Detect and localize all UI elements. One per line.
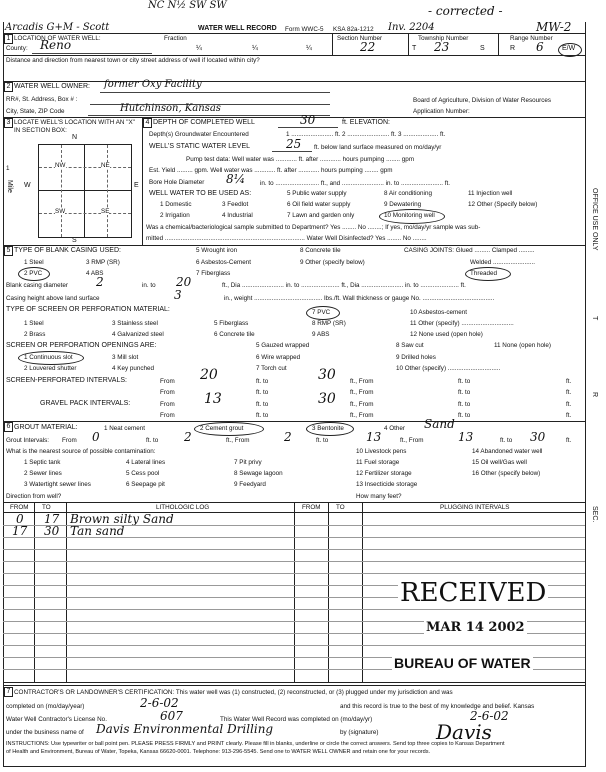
threaded-circle: [465, 267, 511, 281]
instructions-line-2: of Health and Environment, Bureau of Water, Topeka, Kansas 66620-0001. Telephone: 913-296-5545. Send one to WATER WELL OWNER and retain one for your records.: [6, 749, 431, 755]
section-box-dash: [61, 145, 62, 237]
screen-steel: 1 Steel: [24, 320, 44, 327]
log-row1-desc: Brown silty Sand: [70, 512, 174, 526]
township-prefix: T: [412, 45, 417, 52]
screen-stainless: 3 Stainless steel: [112, 320, 158, 327]
city-underline: [88, 115, 330, 116]
section-box: [38, 144, 132, 238]
completed-label: completed on (mo/day/year): [6, 703, 85, 710]
use-industrial: 4 Industrial: [222, 212, 253, 219]
bacterio-question-2: mitted ................................................................................ Water Well Disinfected? Yes ........ No ........: [146, 235, 427, 242]
bore-label: Bore Hole Diameter: [149, 179, 205, 186]
ft-elevation: ft. ELEVATION:: [342, 119, 390, 126]
opening-louvered: 2 Louvered shutter: [24, 365, 77, 372]
blank-to-value: 20: [176, 275, 192, 289]
static-value: 25: [286, 137, 302, 151]
opening-other: 10 Other (specify) ..............................: [396, 365, 501, 372]
gp-ft-to: ft. to: [458, 401, 471, 408]
completed-value: 2-6-02: [140, 696, 179, 710]
log-row2-to: 30: [44, 524, 60, 538]
opening-key: 4 Key punched: [112, 365, 155, 372]
blank-in-to: in. to: [142, 282, 156, 289]
rule: [3, 682, 585, 683]
opening-drilled: 9 Drilled holes: [396, 354, 436, 361]
frame-right: [585, 22, 586, 767]
opening-gauzed: 5 Gauzed wrapped: [256, 342, 310, 349]
section-number-7: 7: [4, 687, 13, 697]
city-value: Hutchinson, Kansas: [120, 103, 221, 114]
screen-galvanized: 4 Galvanized steel: [112, 331, 164, 338]
instructions-line-1: INSTRUCTIONS: Use typewriter or ball point pen. PLEASE PRESS FIRMLY and PRINT clearly. Please fill in blanks, underline or circle the correct answers. Send top three copies to Kansas Department: [6, 741, 505, 747]
interval2-from: ft., From: [226, 437, 250, 444]
rule: [294, 502, 295, 682]
screen-fiberglass: 5 Fiberglass: [214, 320, 249, 327]
casing-rmp: 3 RMP (SR): [86, 259, 120, 266]
log-col-from: FROM: [10, 504, 29, 511]
depth-value: 30: [300, 113, 316, 127]
owner-value: former Oxy Facility: [104, 79, 202, 90]
license-rest: This Water Well Record was completed on (mo/day/yr): [220, 716, 373, 723]
use-feedlot: 3 Feedlot: [222, 201, 249, 208]
rule: [3, 525, 585, 526]
rule: [3, 561, 585, 562]
county-underline: [32, 53, 152, 54]
use-oilfield: 6 Oil field water supply: [287, 201, 351, 208]
interval3-to: ft. to: [500, 437, 513, 444]
blank-dia-label: Blank casing diameter: [6, 282, 68, 289]
corrected-note: - corrected -: [428, 4, 503, 18]
use-air: 8 Air conditioning: [384, 190, 432, 197]
casing-concrete: 8 Concrete tile: [300, 247, 341, 254]
grout-label: GROUT MATERIAL:: [14, 424, 78, 431]
contam-fertilizer: 12 Fertilizer storage: [356, 470, 412, 477]
section-box-dash: [39, 213, 131, 214]
interval3-from: ft., From: [400, 437, 424, 444]
static-underline: [272, 151, 312, 152]
section-value: 22: [360, 40, 376, 54]
compass-e: E: [134, 182, 139, 189]
range-label: Range Number: [510, 35, 553, 42]
rule: [3, 645, 585, 646]
gp-ft-from: ft., From: [350, 401, 374, 408]
bore-value: 8¼: [226, 172, 246, 186]
section-number-5: 5: [4, 246, 13, 256]
spi-ft-from: ft., From: [350, 378, 374, 385]
quadrant-nw: NW: [55, 162, 66, 169]
use-lawn: 7 Lawn and garden only: [287, 212, 355, 219]
contam-feedyard: 9 Feedyard: [234, 481, 266, 488]
township-value: 23: [434, 40, 450, 54]
spi-ft-to-2: ft. to: [458, 389, 471, 396]
pvc-circle: [18, 267, 50, 281]
contam-abandoned: 14 Abandoned water well: [472, 448, 543, 455]
section-number-3: 3: [4, 118, 13, 128]
spi-ft-to: ft. to: [458, 378, 471, 385]
contam-septic: 1 Septic tank: [24, 459, 61, 466]
section1-label: LOCATION OF WATER WELL:: [14, 35, 101, 42]
blank-dia-value: 2: [96, 275, 104, 289]
compass-s: S: [72, 237, 77, 244]
opening-torch: 7 Torch cut: [256, 365, 287, 372]
rule: [498, 33, 499, 55]
application-label: Application Number:: [413, 108, 470, 115]
contam-lateral: 4 Lateral lines: [126, 459, 166, 466]
gp-from-2: From: [160, 412, 175, 419]
static-rest: ft. below land surface measured on mo/day/yr: [314, 144, 442, 151]
intervals-label: Grout Intervals:: [6, 437, 50, 444]
gp-ft-from-2: ft., From: [350, 412, 374, 419]
casing-asbestos: 6 Asbestos-Cement: [196, 259, 251, 266]
interval1-from-value: 0: [92, 430, 100, 444]
section-box-dash: [107, 145, 108, 237]
rule: [3, 245, 585, 246]
section-number-4: 4: [143, 118, 152, 128]
bacterio-question: Was a chemical/bacteriological sample submitted to Department? Yes ........ No ........; If yes, mo/day/yr sample was sub-: [146, 224, 481, 231]
fraction-label: Fraction: [164, 35, 187, 42]
mile-count: 1: [6, 165, 10, 172]
rule: [362, 502, 363, 682]
spi-ft-end: ft.: [566, 378, 572, 385]
use-dewatering: 9 Dewatering: [384, 201, 422, 208]
log-row1-to: 17: [44, 512, 60, 526]
by-signature: by (signature): [340, 729, 379, 736]
mile-label: Mile: [6, 180, 13, 193]
rule: [3, 537, 585, 538]
opening-continuous: 1 Continuous slot: [24, 354, 73, 361]
section-box-dash: [39, 167, 131, 168]
spi-label: SCREEN-PERFORATED INTERVALS:: [6, 377, 127, 384]
use-label: WELL WATER TO BE USED AS:: [149, 190, 252, 197]
frame-left: [3, 22, 4, 767]
continuous-circle: [18, 351, 84, 365]
log-row2-desc: Tan sand: [70, 524, 125, 538]
log-col-plug: PLUGGING INTERVALS: [440, 504, 510, 511]
spi-to-value: 30: [318, 367, 336, 383]
joint-welded: Welded ........................: [470, 259, 535, 266]
openings-label: SCREEN OR PERFORATION OPENINGS ARE:: [6, 342, 157, 349]
contam-privy: 7 Pit privy: [234, 459, 262, 466]
section-number-1: 1: [4, 34, 13, 44]
range-suffix: E/W: [562, 45, 576, 52]
distance-label: Distance and direction from nearest town or city street address of well if located within city?: [6, 57, 260, 64]
section-number-label: Section Number: [337, 35, 383, 42]
license-label: Water Well Contractor's License No.: [6, 716, 107, 723]
interval1-from: From: [62, 437, 77, 444]
log-row1-from: 0: [16, 512, 24, 526]
use-monitoring: 10 Monitoring well: [384, 212, 435, 219]
business-label: under the business name of: [6, 729, 84, 736]
groundwater-line: 1 ........................ ft. 2 ........................ ft. 3 .................... ft.: [286, 131, 446, 138]
contam-insecticide: 13 Insecticide storage: [356, 481, 418, 488]
contractor-signature: Davis: [436, 720, 492, 744]
use-injection: 11 Injection well: [468, 190, 513, 197]
grout-other: 4 Other: [384, 425, 405, 432]
casing-abs: 4 ABS: [86, 270, 104, 277]
est-yield: Est. Yield ......... gpm. Well water was ............ ft. after ............ hours pumping ........ gpm: [149, 167, 393, 174]
section-box-horizontal: [39, 190, 131, 191]
section-number-6: 6: [4, 422, 13, 432]
rule: [3, 421, 585, 422]
casing-joints: CASING JOINTS: Glued ......... Clamped .........: [404, 247, 535, 254]
contam-lagoon: 8 Sewage lagoon: [234, 470, 283, 477]
howmany-label: How many feet?: [356, 493, 402, 500]
gp-label: GRAVEL PACK INTERVALS:: [40, 400, 131, 407]
rule: [3, 549, 585, 550]
monitoring-circle: [379, 209, 445, 224]
stamp-bureau: BUREAU OF WATER: [394, 655, 531, 671]
contam-seepage: 6 Seepage pit: [126, 481, 165, 488]
contam-sewer: 2 Sewer lines: [24, 470, 62, 477]
owner-label: WATER WELL OWNER:: [14, 83, 90, 90]
gp-from: From: [160, 401, 175, 408]
compass-n: N: [72, 134, 78, 141]
stamp-received: RECEIVED: [400, 578, 547, 608]
interval1-to-value: 2: [184, 430, 192, 444]
gp-to: ft. to: [256, 401, 269, 408]
contam-cess: 5 Cess pool: [126, 470, 160, 477]
sidebar-t: T: [591, 316, 598, 321]
static-label: WELL'S STATIC WATER LEVEL: [149, 143, 251, 150]
casing-other: 9 Other (specify below): [300, 259, 365, 266]
screen-concrete: 6 Concrete tile: [214, 331, 255, 338]
rule: [3, 55, 585, 56]
use-public: 5 Public water supply: [287, 190, 347, 197]
depth-underline: [278, 127, 338, 128]
casing-wrought: 5 Wrought iron: [196, 247, 238, 254]
corner-well-id: MW-2: [536, 20, 572, 34]
completed-rest: and this record is true to the best of my knowledge and belief. Kansas: [340, 703, 535, 710]
form-number: Form WWC-5: [285, 26, 324, 33]
log-row2-from: 17: [12, 524, 28, 538]
rule: [3, 573, 585, 574]
owner-underline: [100, 92, 330, 93]
gp-ft-to-2: ft. to: [458, 412, 471, 419]
interval3-from-value: 13: [458, 430, 474, 444]
spi-from-value: 20: [200, 367, 218, 383]
quarter-1: ¼: [196, 45, 202, 52]
gp-from-value: 13: [204, 391, 222, 407]
top-location-note: NC N½ SW SW: [148, 0, 227, 11]
log-col-to: TO: [42, 504, 51, 511]
county-label: County:: [6, 45, 28, 52]
inventory-number: Inv. 2204: [388, 22, 435, 33]
groundwater-label: Depth(s) Groundwater Encountered: [149, 131, 249, 138]
pump-test: Pump test data: Well water was ............ ft. after ............ hours pumping ........ gpm: [186, 156, 415, 163]
contam-livestock: 10 Livestock pens: [356, 448, 407, 455]
township-label: Township Number: [418, 35, 469, 42]
compass-w: W: [24, 182, 31, 189]
grout-cement: 2 Cement grout: [200, 425, 244, 432]
sidebar-r: R: [591, 392, 598, 398]
rr-label: RR#, St. Address, Box # :: [6, 96, 78, 103]
contam-fuel: 11 Fuel storage: [356, 459, 400, 466]
rule: [3, 117, 585, 118]
quadrant-se: SE: [101, 208, 110, 215]
business-value: Davis Environmental Drilling: [96, 722, 274, 736]
owner-handwritten: Arcadis G+M - Scott: [5, 22, 110, 33]
spi-to-2: ft. to: [256, 389, 269, 396]
spi-ft-end-2: ft.: [566, 389, 572, 396]
use-other: 12 Other (Specify below): [468, 201, 538, 208]
screen-other: 11 Other (specify) ..............................: [410, 320, 514, 327]
interval2-to: ft. to: [316, 437, 329, 444]
quarter-2: ¼: [252, 45, 258, 52]
screen-pvc-circle: [306, 306, 340, 320]
spi-ft-from-2: ft., From: [350, 389, 374, 396]
range-value: 6: [536, 40, 544, 54]
height-label: Casing height above land surface: [6, 295, 100, 302]
log-col-from-2: FROM: [302, 504, 321, 511]
certification-text: CONTRACTOR'S OR LANDOWNER'S CERTIFICATION: This water well was (1) constructed, (2) reconstructed, or (3) plugged under my jurisdiction and was: [14, 689, 453, 696]
sidebar-sec: SEC.: [591, 506, 598, 523]
section-box-vertical: [84, 145, 85, 237]
interval3-ft: ft.: [566, 437, 572, 444]
spi-from: From: [160, 378, 175, 385]
contam-oilgas: 15 Oil well/Gas well: [472, 459, 527, 466]
rule: [66, 502, 67, 682]
casing-label: TYPE OF BLANK CASING USED:: [14, 247, 121, 254]
height-value: 3: [174, 288, 182, 302]
quadrant-ne: NE: [101, 162, 110, 169]
screen-rmp: 8 RMP (SR): [312, 320, 346, 327]
spi-to: ft. to: [256, 378, 269, 385]
contam-watertight: 3 Watertight sewer lines: [24, 481, 91, 488]
gp-to-2: ft. to: [256, 412, 269, 419]
joint-threaded: Threaded: [470, 270, 497, 277]
rule: [34, 502, 35, 682]
license-value: 607: [160, 709, 183, 723]
gp-ft-end-2: ft.: [566, 412, 572, 419]
screen-brass: 2 Brass: [24, 331, 46, 338]
range-prefix: R: [510, 45, 516, 52]
use-domestic: 1 Domestic: [160, 201, 192, 208]
screen-pvc: 7 PVC: [312, 309, 331, 316]
license-date: 2-6-02: [470, 709, 509, 723]
board-label: Board of Agriculture, Division of Water Resources: [413, 97, 552, 104]
casing-pvc: 2 PVC: [24, 270, 43, 277]
section-number-2: 2: [4, 82, 13, 92]
grout-bentonite: 3 Bentonite: [312, 425, 344, 432]
rule: [3, 81, 585, 82]
interval3-to-value: 30: [530, 430, 546, 444]
township-suffix: S: [480, 45, 485, 52]
quarter-3: ¼: [306, 45, 312, 52]
log-col-to-2: TO: [336, 504, 345, 511]
cement-circle: [194, 422, 264, 436]
opening-saw: 8 Saw cut: [396, 342, 424, 349]
screen-asbestos: 10 Asbestos-cement: [410, 309, 468, 316]
blank-rest: ft., Dia ........................ in. to ...................... ft., Dia ........................ in. to ...................... ft.: [222, 282, 466, 289]
grout-neat: 1 Neat cement: [104, 425, 145, 432]
opening-mill: 3 Mill slot: [112, 354, 139, 361]
locate-label: LOCATE WELL'S LOCATION WITH AN "X" IN SECTION BOX:: [14, 119, 135, 134]
interval1-to: ft. to: [146, 437, 159, 444]
stamp-date: MAR 14 2002: [426, 620, 525, 635]
opening-none: 11 None (open hole): [494, 342, 551, 349]
quadrant-sw: SW: [55, 208, 66, 215]
county-value: Reno: [40, 38, 72, 52]
bore-rest: in. to ......................... ft., and ........................ in. to ........................ ft.: [260, 180, 451, 187]
direction-label: Direction from well?: [6, 493, 62, 500]
screen-none: 12 None used (open hole): [410, 331, 483, 338]
screen-abs: 9 ABS: [312, 331, 330, 338]
rule: [3, 766, 585, 767]
screen-label: TYPE OF SCREEN OR PERFORATION MATERIAL:: [6, 306, 170, 313]
depth-label: DEPTH OF COMPLETED WELL: [153, 119, 255, 126]
rule: [408, 33, 409, 55]
gp-to-value: 30: [318, 391, 336, 407]
interval2-from-value: 2: [284, 430, 292, 444]
contam-other: 16 Other (specify below): [472, 470, 541, 477]
height-rest: in., weight ....................................... lbs./ft. Wall thickness or gauge No. .........................................: [224, 295, 495, 302]
contamination-question: What is the nearest source of possible contamination:: [6, 448, 156, 455]
spi-from-2: From: [160, 389, 175, 396]
interval2-to-value: 13: [366, 430, 382, 444]
log-col-litho: LITHOLOGIC LOG: [156, 504, 210, 511]
bentonite-circle: [306, 422, 354, 436]
grout-other-value: Sand: [424, 417, 455, 431]
rule: [142, 117, 143, 245]
casing-fiberglass: 7 Fiberglass: [196, 270, 231, 277]
opening-wire: 6 Wire wrapped: [256, 354, 301, 361]
form-title: WATER WELL RECORD: [198, 25, 277, 32]
rule: [328, 502, 329, 682]
ksa-reference: KSA 82a-1212: [333, 26, 374, 33]
rule: [332, 33, 333, 55]
office-use-label: OFFICE USE ONLY: [591, 188, 598, 251]
rule: [3, 685, 585, 686]
use-irrigation: 2 Irrigation: [160, 212, 190, 219]
city-label: City, State, ZIP Code: [6, 108, 65, 115]
casing-steel: 1 Steel: [24, 259, 44, 266]
gp-ft-end: ft.: [566, 401, 572, 408]
rule: [3, 609, 585, 610]
